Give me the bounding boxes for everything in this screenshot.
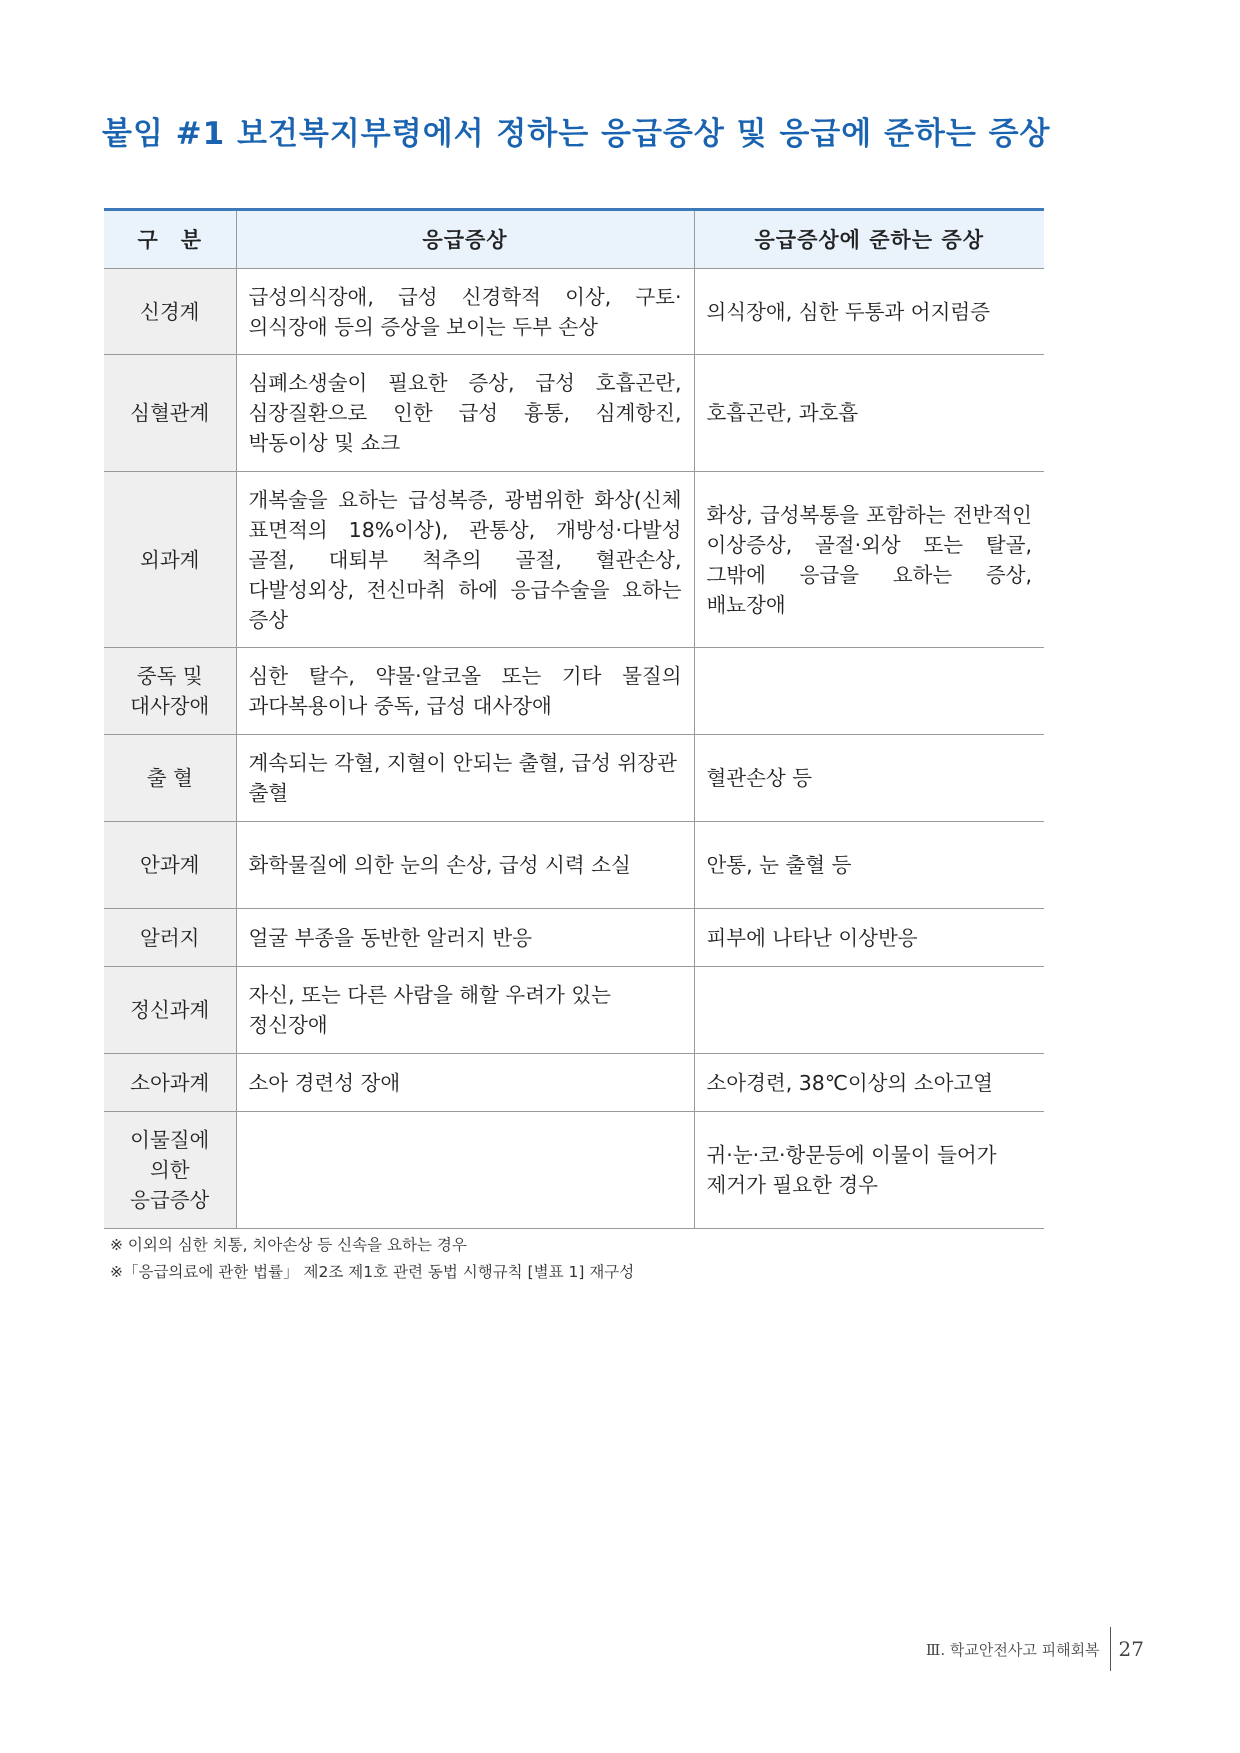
row-emergency: 소아 경련성 장애 bbox=[236, 1054, 694, 1112]
table-row bbox=[104, 967, 1044, 1054]
row-quasi: 피부에 나타난 이상반응 bbox=[694, 909, 1044, 967]
row-emergency: 심폐소생술이 필요한 증상, 급성 호흡곤란, 심장질환으로 인한 급성 흉통, 심계항진, 박동이상 및 쇼크 bbox=[236, 355, 694, 472]
row-quasi: 화상, 급성복통을 포함하는 전반적인 이상증상, 골절·외상 또는 탈골, 그밖에 응급을 요하는 증상, 배뇨장애 bbox=[694, 472, 1044, 648]
table-header-row bbox=[104, 210, 1044, 269]
page-footer bbox=[926, 1627, 1144, 1671]
footer-divider bbox=[1110, 1627, 1111, 1671]
footer-section-title: Ⅲ. 학교안전사고 피해회복 bbox=[925, 1640, 1100, 1659]
row-quasi: 혈관손상 등 bbox=[694, 735, 1044, 822]
row-category: 소아과계 bbox=[104, 1054, 236, 1112]
header-emergency: 응급증상 bbox=[236, 210, 694, 269]
table-notes bbox=[110, 1232, 634, 1286]
table-row bbox=[104, 1054, 1044, 1112]
row-quasi: 호흡곤란, 과호흡 bbox=[694, 355, 1044, 472]
table-row bbox=[104, 735, 1044, 822]
header-quasi: 응급증상에 준하는 증상 bbox=[694, 210, 1044, 269]
table-row bbox=[104, 909, 1044, 967]
row-emergency: 자신, 또는 다른 사람을 해할 우려가 있는 정신장애 bbox=[236, 967, 694, 1054]
row-quasi bbox=[694, 648, 1044, 735]
table-row bbox=[104, 1112, 1044, 1229]
row-category: 중독 및 대사장애 bbox=[104, 648, 236, 735]
table-row bbox=[104, 648, 1044, 735]
table-row bbox=[104, 269, 1044, 355]
row-category: 안과계 bbox=[104, 822, 236, 909]
page-title: 붙임 #1 보건복지부령에서 정하는 응급증상 및 응급에 준하는 증상 bbox=[102, 116, 1051, 152]
header-category: 구 분 bbox=[104, 210, 236, 269]
row-quasi bbox=[694, 967, 1044, 1054]
row-quasi: 의식장애, 심한 두통과 어지럼증 bbox=[694, 269, 1044, 355]
row-category: 심혈관계 bbox=[104, 355, 236, 472]
table-row bbox=[104, 822, 1044, 909]
row-category: 출 혈 bbox=[104, 735, 236, 822]
row-emergency: 급성의식장애, 급성 신경학적 이상, 구토·의식장애 등의 증상을 보이는 두부 손상 bbox=[236, 269, 694, 355]
page-number: 27 bbox=[1118, 1637, 1144, 1661]
row-category: 이물질에 의한 응급증상 bbox=[104, 1112, 236, 1229]
row-quasi: 소아경련, 38℃이상의 소아고열 bbox=[694, 1054, 1044, 1112]
row-emergency: 얼굴 부종을 동반한 알러지 반응 bbox=[236, 909, 694, 967]
row-emergency bbox=[236, 1112, 694, 1229]
note-item: ※ 이외의 심한 치통, 치아손상 등 신속을 요하는 경우 bbox=[110, 1236, 467, 1254]
row-emergency: 개복술을 요하는 급성복증, 광범위한 화상(신체 표면적의 18%이상), 관통상, 개방성·다발성 골절, 대퇴부 척추의 골절, 혈관손상, 다발성외상, 전신마취 하에 응급수술을 요하는 증상 bbox=[236, 472, 694, 648]
table-row bbox=[104, 355, 1044, 472]
row-category: 신경계 bbox=[104, 269, 236, 355]
row-category: 알러지 bbox=[104, 909, 236, 967]
row-quasi: 안통, 눈 출혈 등 bbox=[694, 822, 1044, 909]
row-emergency: 계속되는 각혈, 지혈이 안되는 출혈, 급성 위장관 출혈 bbox=[236, 735, 694, 822]
row-quasi: 귀·눈·코·항문등에 이물이 들어가 제거가 필요한 경우 bbox=[694, 1112, 1044, 1229]
emergency-symptoms-table bbox=[104, 208, 1044, 1229]
row-category: 정신과계 bbox=[104, 967, 236, 1054]
row-category: 외과계 bbox=[104, 472, 236, 648]
row-emergency: 화학물질에 의한 눈의 손상, 급성 시력 소실 bbox=[236, 822, 694, 909]
table-row bbox=[104, 472, 1044, 648]
row-emergency: 심한 탈수, 약물·알코올 또는 기타 물질의 과다복용이나 중독, 급성 대사장애 bbox=[236, 648, 694, 735]
note-item: ※「응급의료에 관한 법률」 제2조 제1호 관련 동법 시행규칙 [별표 1] 재구성 bbox=[110, 1263, 635, 1281]
